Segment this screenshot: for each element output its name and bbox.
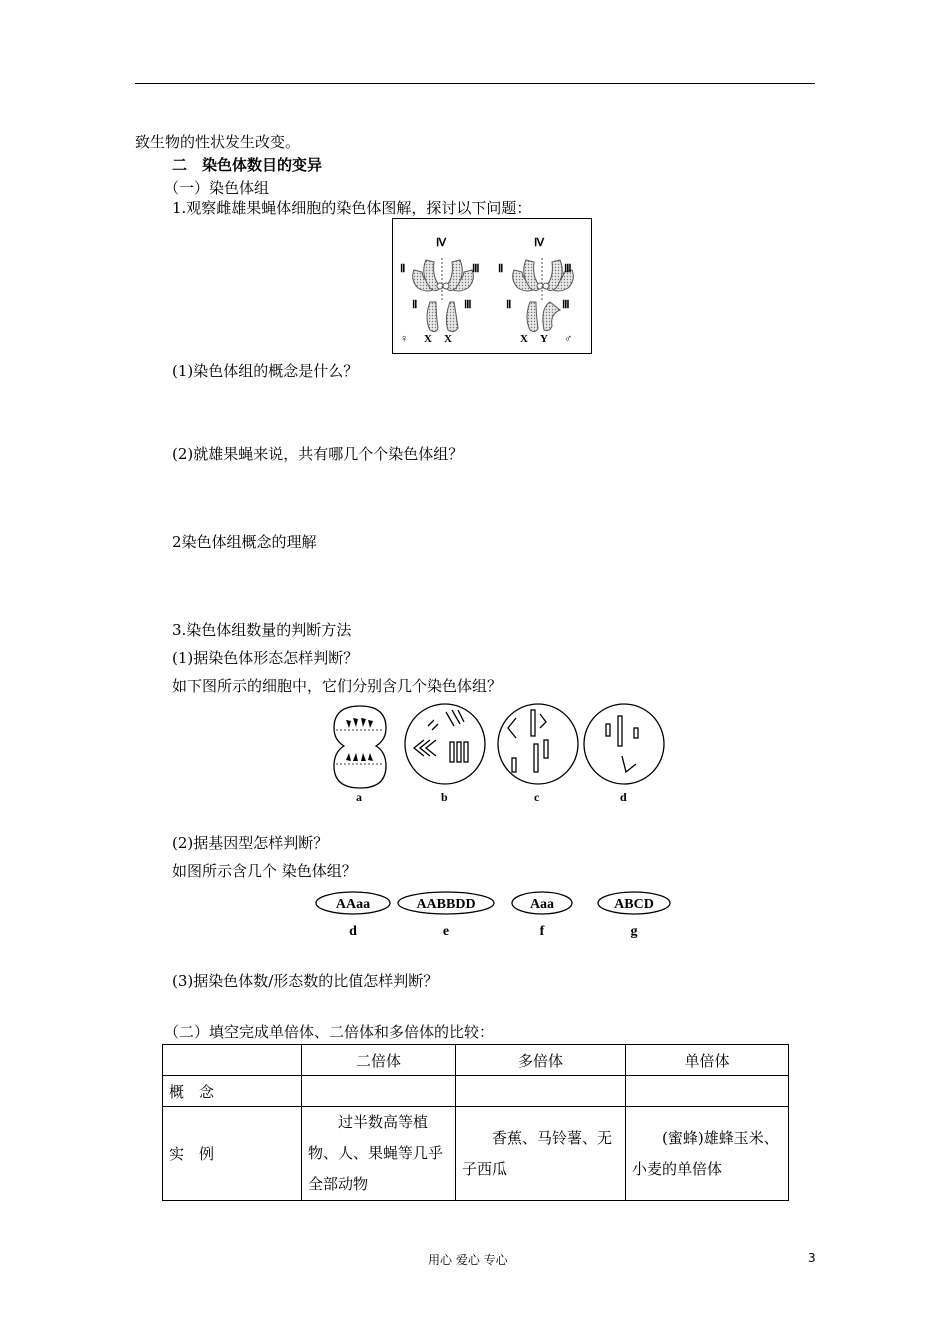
cell-label-d: d (620, 790, 627, 804)
header-polyploid: 多倍体 (456, 1045, 626, 1076)
concept-haploid (626, 1076, 789, 1107)
genotype-label-g: g (630, 924, 638, 939)
header-haploid: 单倍体 (626, 1045, 789, 1076)
cell-a (334, 706, 386, 788)
table-header-row (163, 1045, 789, 1076)
header-diploid: 二倍体 (302, 1045, 456, 1076)
example-haploid: (蜜蜂)雄蜂玉米、小麦的单倍体 (626, 1107, 789, 1201)
row-label-concept: 概 念 (163, 1076, 302, 1107)
genotype-label-f: f (539, 924, 545, 939)
genotype-figure (312, 888, 682, 944)
genotype-label-e: e (442, 924, 450, 939)
question-2: (2)就雄果蝇来说，共有哪几个个染色体组？ (172, 445, 464, 463)
cell-figures (328, 700, 668, 805)
item-2: 2染色体组概念的理解 (172, 533, 317, 551)
label-X-2: X (444, 333, 452, 345)
question-3-3: (3)据染色体数/形态数的比值怎样判断？ (172, 972, 439, 990)
label-III-female: Ⅲ (472, 263, 480, 275)
genotype-d: AAaa (335, 897, 371, 912)
concept-diploid (302, 1076, 456, 1107)
item-1: 1.观察雌雄果蝇体细胞的染色体图解，探讨以下问题： (172, 199, 532, 217)
cell-d (584, 704, 664, 784)
example-diploid: 过半数高等植物、人、果蝇等几乎全部动物 (302, 1107, 456, 1201)
label-II-female-lower: Ⅱ (412, 299, 418, 311)
example-polyploid: 香蕉、马铃薯、无子西瓜 (456, 1107, 626, 1201)
label-Y: Y (540, 333, 548, 345)
chromosome-X-1 (427, 302, 438, 332)
cell-label-a: a (356, 790, 362, 804)
female-symbol: ♀ (400, 333, 409, 345)
label-II-male-lower: Ⅱ (506, 299, 512, 311)
subsection-heading: （一）染色体组 (164, 179, 270, 197)
section-heading: 二 染色体数目的变异 (172, 156, 323, 174)
cell-b (405, 704, 485, 784)
label-III-male-lower: Ⅲ (562, 299, 570, 311)
male-symbol: ♂ (564, 333, 573, 345)
item-3: 3.染色体组数量的判断方法 (172, 621, 352, 639)
header-rule (135, 83, 815, 84)
question-3-2: (2)据基因型怎样判断？ (172, 834, 329, 852)
header-empty (163, 1045, 302, 1076)
concept-polyploid (456, 1076, 626, 1107)
comparison-table (162, 1044, 789, 1201)
question-1: (1)染色体组的概念是什么？ (172, 362, 359, 380)
genotype-e: AABBDD (416, 897, 476, 912)
cell-label-b: b (441, 790, 448, 804)
label-IV-male: Ⅳ (534, 237, 545, 249)
label-X-male: X (520, 333, 528, 345)
genotype-f: Aaa (529, 897, 555, 912)
label-III-female-lower: Ⅲ (464, 299, 472, 311)
table-row-concept (163, 1076, 789, 1107)
label-II-female: Ⅱ (400, 263, 406, 275)
table-row-example (163, 1107, 789, 1201)
question-3-2-prompt: 如图所示含几个 染色体组？ (172, 862, 357, 880)
page-number: 3 (808, 1251, 816, 1265)
cell-label-c: c (534, 790, 540, 804)
genotype-g: ABCD (614, 897, 654, 912)
question-3-1-prompt: 如下图所示的细胞中，它们分别含几个染色体组？ (172, 677, 503, 695)
label-X-1: X (424, 333, 432, 345)
genotype-label-d: d (349, 924, 357, 939)
label-II-male: Ⅱ (498, 263, 504, 275)
label-III-male: Ⅲ (564, 263, 572, 275)
chromosome-X-male (527, 302, 538, 332)
subsection-2-heading: （二）填空完成单倍体、二倍体和多倍体的比较： (164, 1023, 495, 1041)
fruit-fly-chromosome-figure (392, 218, 592, 354)
label-IV-female: Ⅳ (436, 237, 447, 249)
question-3-1: (1)据染色体形态怎样判断？ (172, 649, 359, 667)
row-label-example: 实 例 (163, 1107, 302, 1201)
footer-motto: 用心 爱心 专心 (428, 1253, 508, 1267)
cell-c (498, 704, 578, 784)
continued-text: 致生物的性状发生改变。 (135, 133, 301, 151)
